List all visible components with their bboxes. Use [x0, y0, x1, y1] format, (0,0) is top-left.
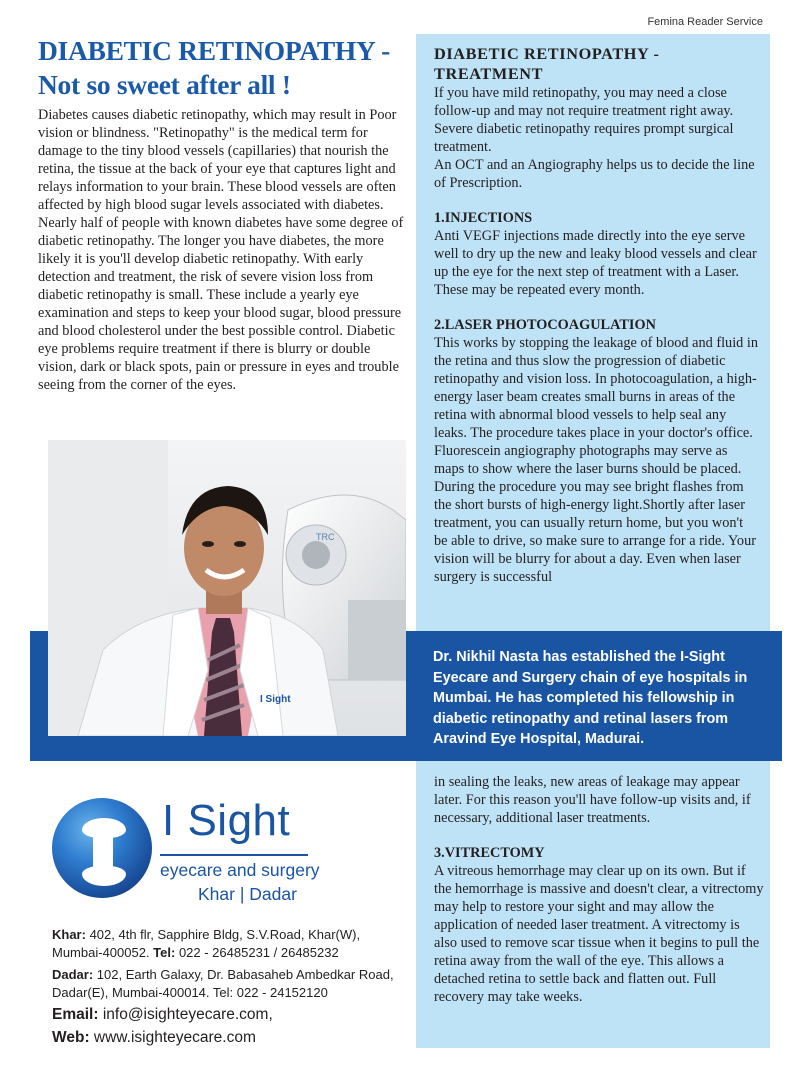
intro-paragraph: Diabetes causes diabetic retinopathy, which may result in Poor vision or blindness. "Retinopathy" is the medical term for damage to the tiny blood vessels (capillaries) that nourish the retina, the tissue at the back of your eye that captures light and relays information to your brain. These blood vessels are often affected by high blood sugar levels associated with diabetes. Nearly half of people with known diabetes have some degree of diabetic retinopathy. The longer you have diabetes, the more likely it is you'll develop diabetic retinopathy. With early detection and treatment, the risk of severe vision loss from diabetic retinopathy is small. These include a yearly eye examination and steps to keep your blood sugar, blood pressure and blood cholesterol under the best possible control. Diabetic eye problems require treatment if there is blurry or double vision, dark or black spots, pain or pressure in eyes and trouble seeing from the corner of the eyes.: [38, 107, 404, 393]
article-title: [38, 34, 410, 102]
injections-text: Anti VEGF injections made directly into the eye serve well to dry up the new and leaky blood vessels and clear up the eye for the next step of treatment with a Laser. These may be repeated every month.: [434, 228, 757, 298]
laser-text: This works by stopping the leakage of blood and fluid in the retina and thus slow the progression of diabetic retinopathy and vision loss. In photocoagulation, a high-energy laser beam creates small burns in areas of the retina with abnormal blood vessels to help seal any leaks. The procedure takes place in your doctor's office. Fluorescein angiography photographs may serve as maps to show where the laser burns should be placed. During the procedure you may see bright flashes from the short bursts of high-energy light.Shortly after laser treatment, you can usually return home, but you won't be able to drive, so make sure to arrange for a ride. Your vision will be blurry for about a day. Even when laser surgery is successful: [434, 335, 759, 585]
injections-heading: 1.INJECTIONS: [434, 210, 533, 226]
doctor-photo-illustration: [48, 440, 406, 736]
web-link[interactable]: www.isighteyecare.com: [89, 1029, 256, 1046]
logo-tagline: eyecare and surgery: [160, 860, 320, 880]
logo-name: I Sight: [162, 796, 291, 845]
treatment-title: [434, 44, 760, 84]
isight-logo: [50, 790, 410, 920]
vitrectomy-heading: 3.VITRECTOMY: [434, 845, 545, 861]
left-article: [38, 34, 410, 394]
publication-credit: Femina Reader Service: [647, 16, 763, 28]
logo-emblem-icon: [52, 798, 152, 898]
logo-locations: Khar | Dadar: [198, 884, 297, 904]
doctor-photo: [48, 440, 406, 736]
treatment-oct-note: An OCT and an Angiography helps us to decide the line of Prescription.: [434, 157, 755, 191]
dadar-address: Dadar: 102, Earth Galaxy, Dr. Babasaheb Ambedkar Road, Dadar(E), Mumbai-400014. Tel: 022 - 24152120: [52, 967, 394, 1000]
doctor-bio: Dr. Nikhil Nasta has established the I-Sight Eyecare and Surgery chain of eye hospitals in Mumbai. He has completed his fellowship in diabetic retinopathy and retinal lasers from Aravind Eye Hospital, Madurai.: [433, 649, 748, 747]
contact-block: [52, 926, 412, 1048]
article-title-line2: Not so sweet after all !: [38, 69, 291, 100]
khar-address: Khar: 402, 4th flr, Sapphire Bldg, S.V.Road, Khar(W), Mumbai-400052. Tel: 022 - 26485231 / 26485232: [52, 927, 361, 960]
article-title-line1: DIABETIC RETINOPATHY -: [38, 35, 390, 66]
web-line: Web: www.isighteyecare.com: [52, 1029, 256, 1046]
laser-heading: 2.LASER PHOTOCOAGULATION: [434, 317, 656, 333]
machine-label: TRC: [316, 532, 335, 542]
treatment-title-line1: DIABETIC RETINOPATHY -: [434, 44, 660, 63]
logo-divider: [160, 854, 308, 856]
treatment-continued: [434, 773, 764, 1006]
laser-text-continued: in sealing the leaks, new areas of leakage may appear later. For this reason you'll have follow-up visits and, if necessary, additional laser treatments.: [434, 774, 751, 826]
email-link[interactable]: info@isighteyecare.com,: [98, 1006, 273, 1023]
treatment-intro: If you have mild retinopathy, you may need a close follow-up and may not require treatment right away. Severe diabetic retinopathy requires prompt surgical treatment.: [434, 85, 734, 155]
coat-badge: I Sight: [260, 694, 291, 705]
email-line: Email: info@isighteyecare.com,: [52, 1006, 273, 1023]
treatment-title-line2: TREATMENT: [434, 64, 544, 83]
vitrectomy-text: A vitreous hemorrhage may clear up on its own. But if the hemorrhage is massive and doesn't clear, a vitrectomy may help to restore your sight and may allow the application of needed laser treatment. A vitrectomy is also used to remove scar tissue when it begins to pull the retina away from the wall of the eye. This allows a detached retina to settle back and flatten out. Full recovery may take weeks.: [434, 863, 764, 1005]
